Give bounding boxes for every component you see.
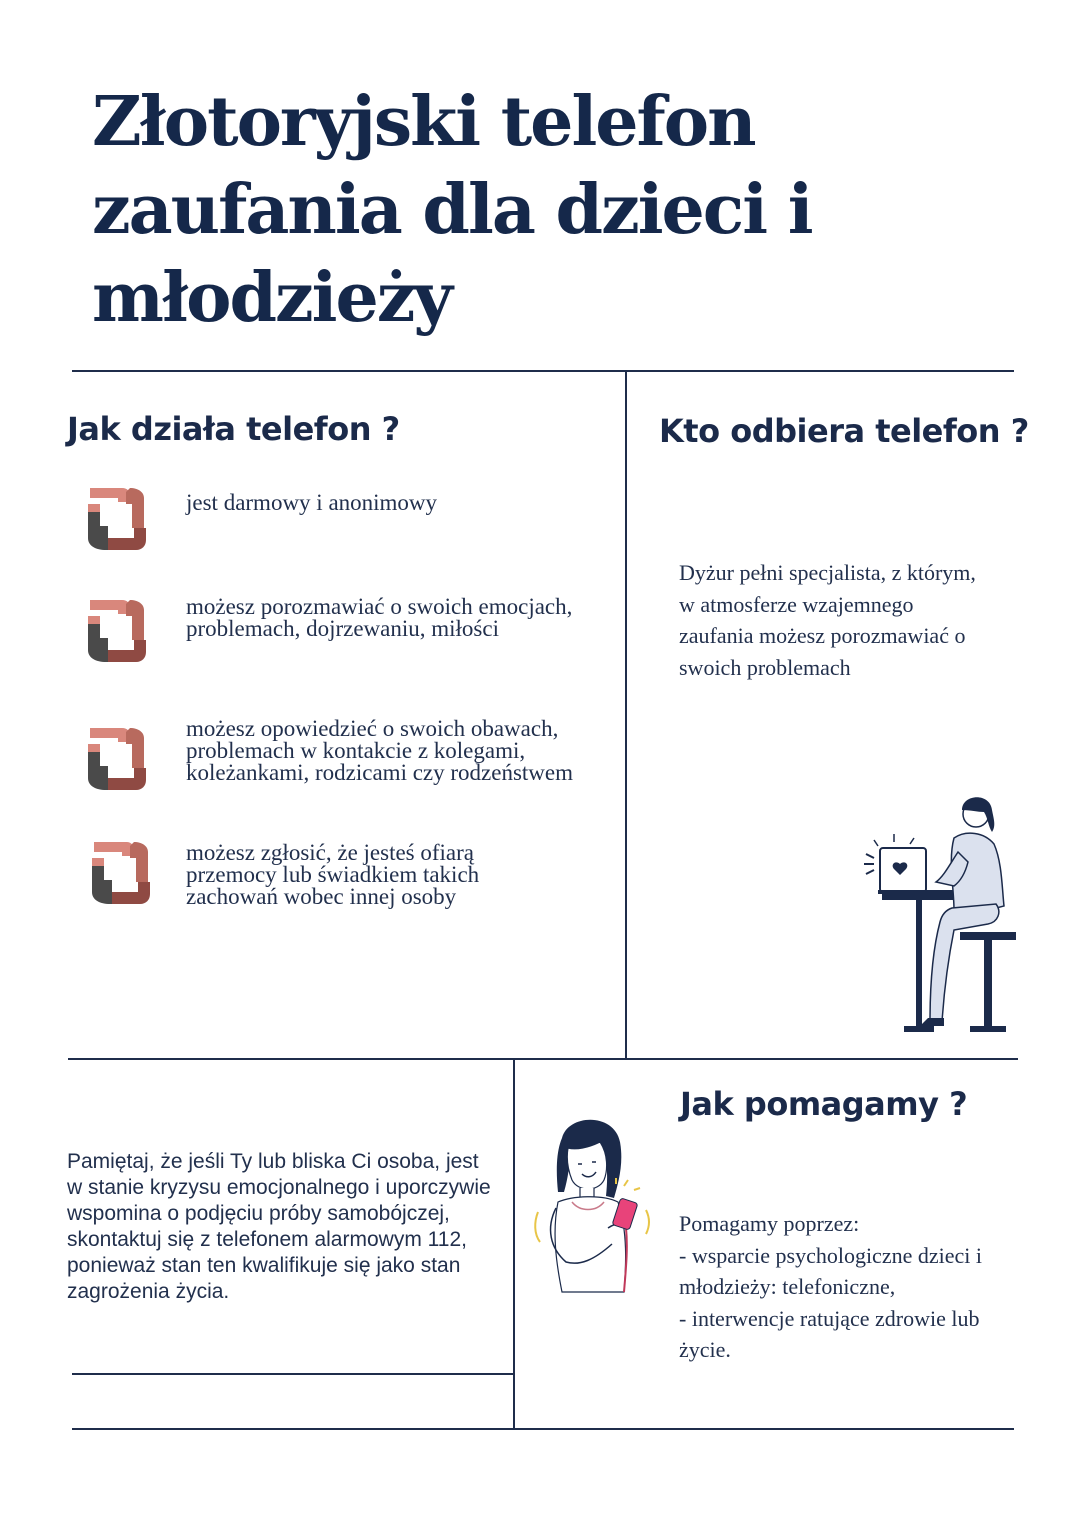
how-we-help-heading: Jak pomagamy ? — [680, 1085, 968, 1123]
woman-with-phone-illustration — [528, 1116, 658, 1306]
divider-vertical-upper — [625, 371, 627, 1059]
emergency-note: Pamiętaj, że jeśli Ty lub bliska Ci osoba, jest w stanie kryzysu emocjonalnego i uporczywie wspomina o podjęciu próby samobójczej, skontaktuj się z telefonem alarmowym 112, ponieważ stan ten kwalifikuje się jako stan zagrożenia życia. — [67, 1150, 491, 1303]
list-item: jest darmowy i anonimowy — [186, 490, 438, 515]
holding-hands-icon — [84, 484, 154, 552]
divider-middle — [68, 1058, 1018, 1060]
holding-hands-icon — [84, 724, 154, 792]
list-item: możesz porozmawiać o swoich emocjach, problemach, dojrzewaniu, miłości — [186, 594, 573, 641]
list-item: możesz opowiedzieć o swoich obawach, problemach w kontakcie z kolegami, koleżankami, rodzicami czy rodzeństwem — [186, 716, 574, 785]
how-we-help-intro: Pomagamy poprzez: — [679, 1211, 860, 1236]
woman-at-laptop-illustration — [858, 790, 1028, 1040]
list-item: - interwencje ratujące zdrowie lub życie. — [679, 1305, 980, 1362]
holding-hands-icon — [84, 596, 154, 664]
list-item: - wsparcie psychologiczne dzieci i młodzieży: telefoniczne, — [679, 1242, 982, 1299]
divider-top — [72, 370, 1014, 372]
how-we-help-text — [679, 1208, 1009, 1366]
page-title: Złotoryjski telefon zaufania dla dzieci i młodzieży — [92, 82, 812, 338]
who-answers-heading: Kto odbiera telefon ? — [659, 412, 1029, 450]
divider-lower-left — [72, 1373, 514, 1375]
divider-bottom — [72, 1428, 1014, 1430]
holding-hands-icon — [88, 838, 158, 906]
who-answers-text: Dyżur pełni specjalista, z którym, w atmosferze wzajemnego zaufania możesz porozmawiać o swoich problemach — [679, 560, 976, 680]
list-item: możesz zgłosić, że jesteś ofiarą przemocy lub świadkiem takich zachowań wobec innej osoby — [186, 840, 480, 909]
how-it-works-heading: Jak działa telefon ? — [67, 410, 400, 448]
